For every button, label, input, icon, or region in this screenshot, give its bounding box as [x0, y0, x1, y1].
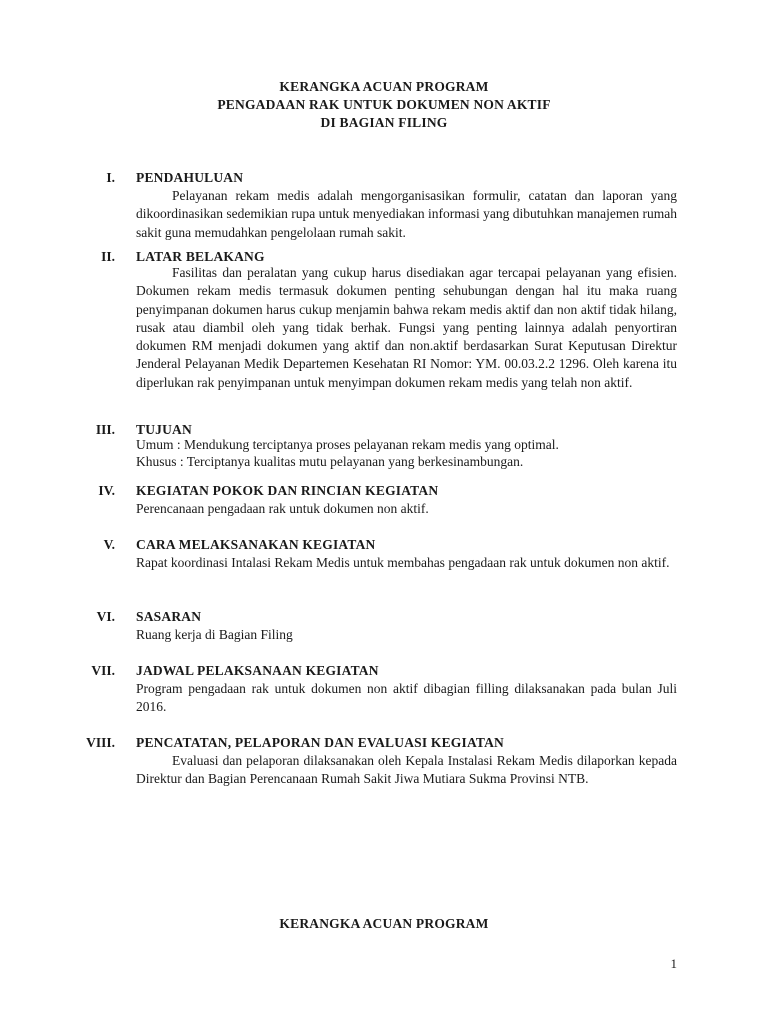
section-body: Fasilitas dan peralatan yang cukup harus disediakan agar tercapai pelayanan yang efisien. Dokumen rekam medis termasuk dokumen penting sehubungan dengan hal itu maka ruang penyimpanan dokumen harus cukup menjamin bahwa rekam medis aktif dan non aktif tidak hilang, rusak atau diambil oleh yang tidak berhak. Fungsi yang penting lainnya adalah penyortiran dokumen RM menjadi dokumen yang aktif dan non.aktif berdasarkan Surat Keputusan Direktur Jenderal Pelayanan Medik Departemen Kesehatan RI Nomor: YM. 00.03.2.2 1296. Oleh karena itu diperlukan rak penyimpanan untuk menyimpan dokumen rekam medis yang telah non aktif.	[136, 265, 677, 390]
section-body: Perencanaan pengadaan rak untuk dokumen non aktif.	[136, 501, 429, 516]
section-number: IV.	[98, 483, 115, 498]
section-heading: PENCATATAN, PELAPORAN DAN EVALUASI KEGIATAN	[136, 735, 505, 750]
section-heading: SASARAN	[136, 609, 202, 624]
section-heading: JADWAL PELAKSANAAN KEGIATAN	[136, 663, 379, 678]
section-heading: CARA MELAKSANAKAN KEGIATAN	[136, 537, 376, 552]
title-line-3: DI BAGIAN FILING	[320, 115, 448, 130]
document-title	[0, 78, 768, 132]
title-line-1: KERANGKA ACUAN PROGRAM	[279, 79, 489, 94]
section-number: V.	[103, 537, 115, 552]
tujuan-khusus: Khusus : Terciptanya kualitas mutu pelayanan yang berkesinambungan.	[136, 454, 524, 469]
section-number: III.	[95, 422, 115, 437]
section-heading: KEGIATAN POKOK DAN RINCIAN KEGIATAN	[136, 483, 439, 498]
next-page-title: KERANGKA ACUAN PROGRAM	[279, 916, 489, 931]
section-body: Program pengadaan rak untuk dokumen non aktif dibagian filling dilaksanakan pada bulan Juli 2016.	[136, 681, 677, 715]
section-number: II.	[101, 249, 115, 264]
page-number: 1	[670, 956, 677, 971]
section-number: VI.	[96, 609, 115, 624]
section-heading: LATAR BELAKANG	[136, 249, 265, 264]
section-number: VIII.	[86, 735, 115, 750]
section-number: VII.	[91, 663, 115, 678]
section-body: Pelayanan rekam medis adalah mengorganisasikan formulir, catatan dan laporan yang dikoordinasikan sedemikian rupa untuk menyediakan informasi yang dibutuhkan manajemen rumah sakit guna memudahkan pengelolaan rumah sakit.	[136, 188, 677, 240]
section-body: Rapat koordinasi Intalasi Rekam Medis untuk membahas pengadaan rak untuk dokumen non aktif.	[136, 555, 670, 570]
title-line-2: PENGADAAN RAK UNTUK DOKUMEN NON AKTIF	[217, 97, 551, 112]
section-body: Evaluasi dan pelaporan dilaksanakan oleh Kepala Instalasi Rekam Medis dilaporkan kepada Direktur dan Bagian Perencanaan Rumah Sakit Jiwa Mutiara Sukma Provinsi NTB.	[136, 753, 677, 787]
section-heading: PENDAHULUAN	[136, 170, 244, 185]
section-heading: TUJUAN	[136, 422, 192, 437]
tujuan-umum: Umum : Mendukung terciptanya proses pelayanan rekam medis yang optimal.	[136, 437, 559, 452]
section-number: I.	[106, 170, 115, 185]
section-body: Ruang kerja di Bagian Filing	[136, 627, 293, 642]
